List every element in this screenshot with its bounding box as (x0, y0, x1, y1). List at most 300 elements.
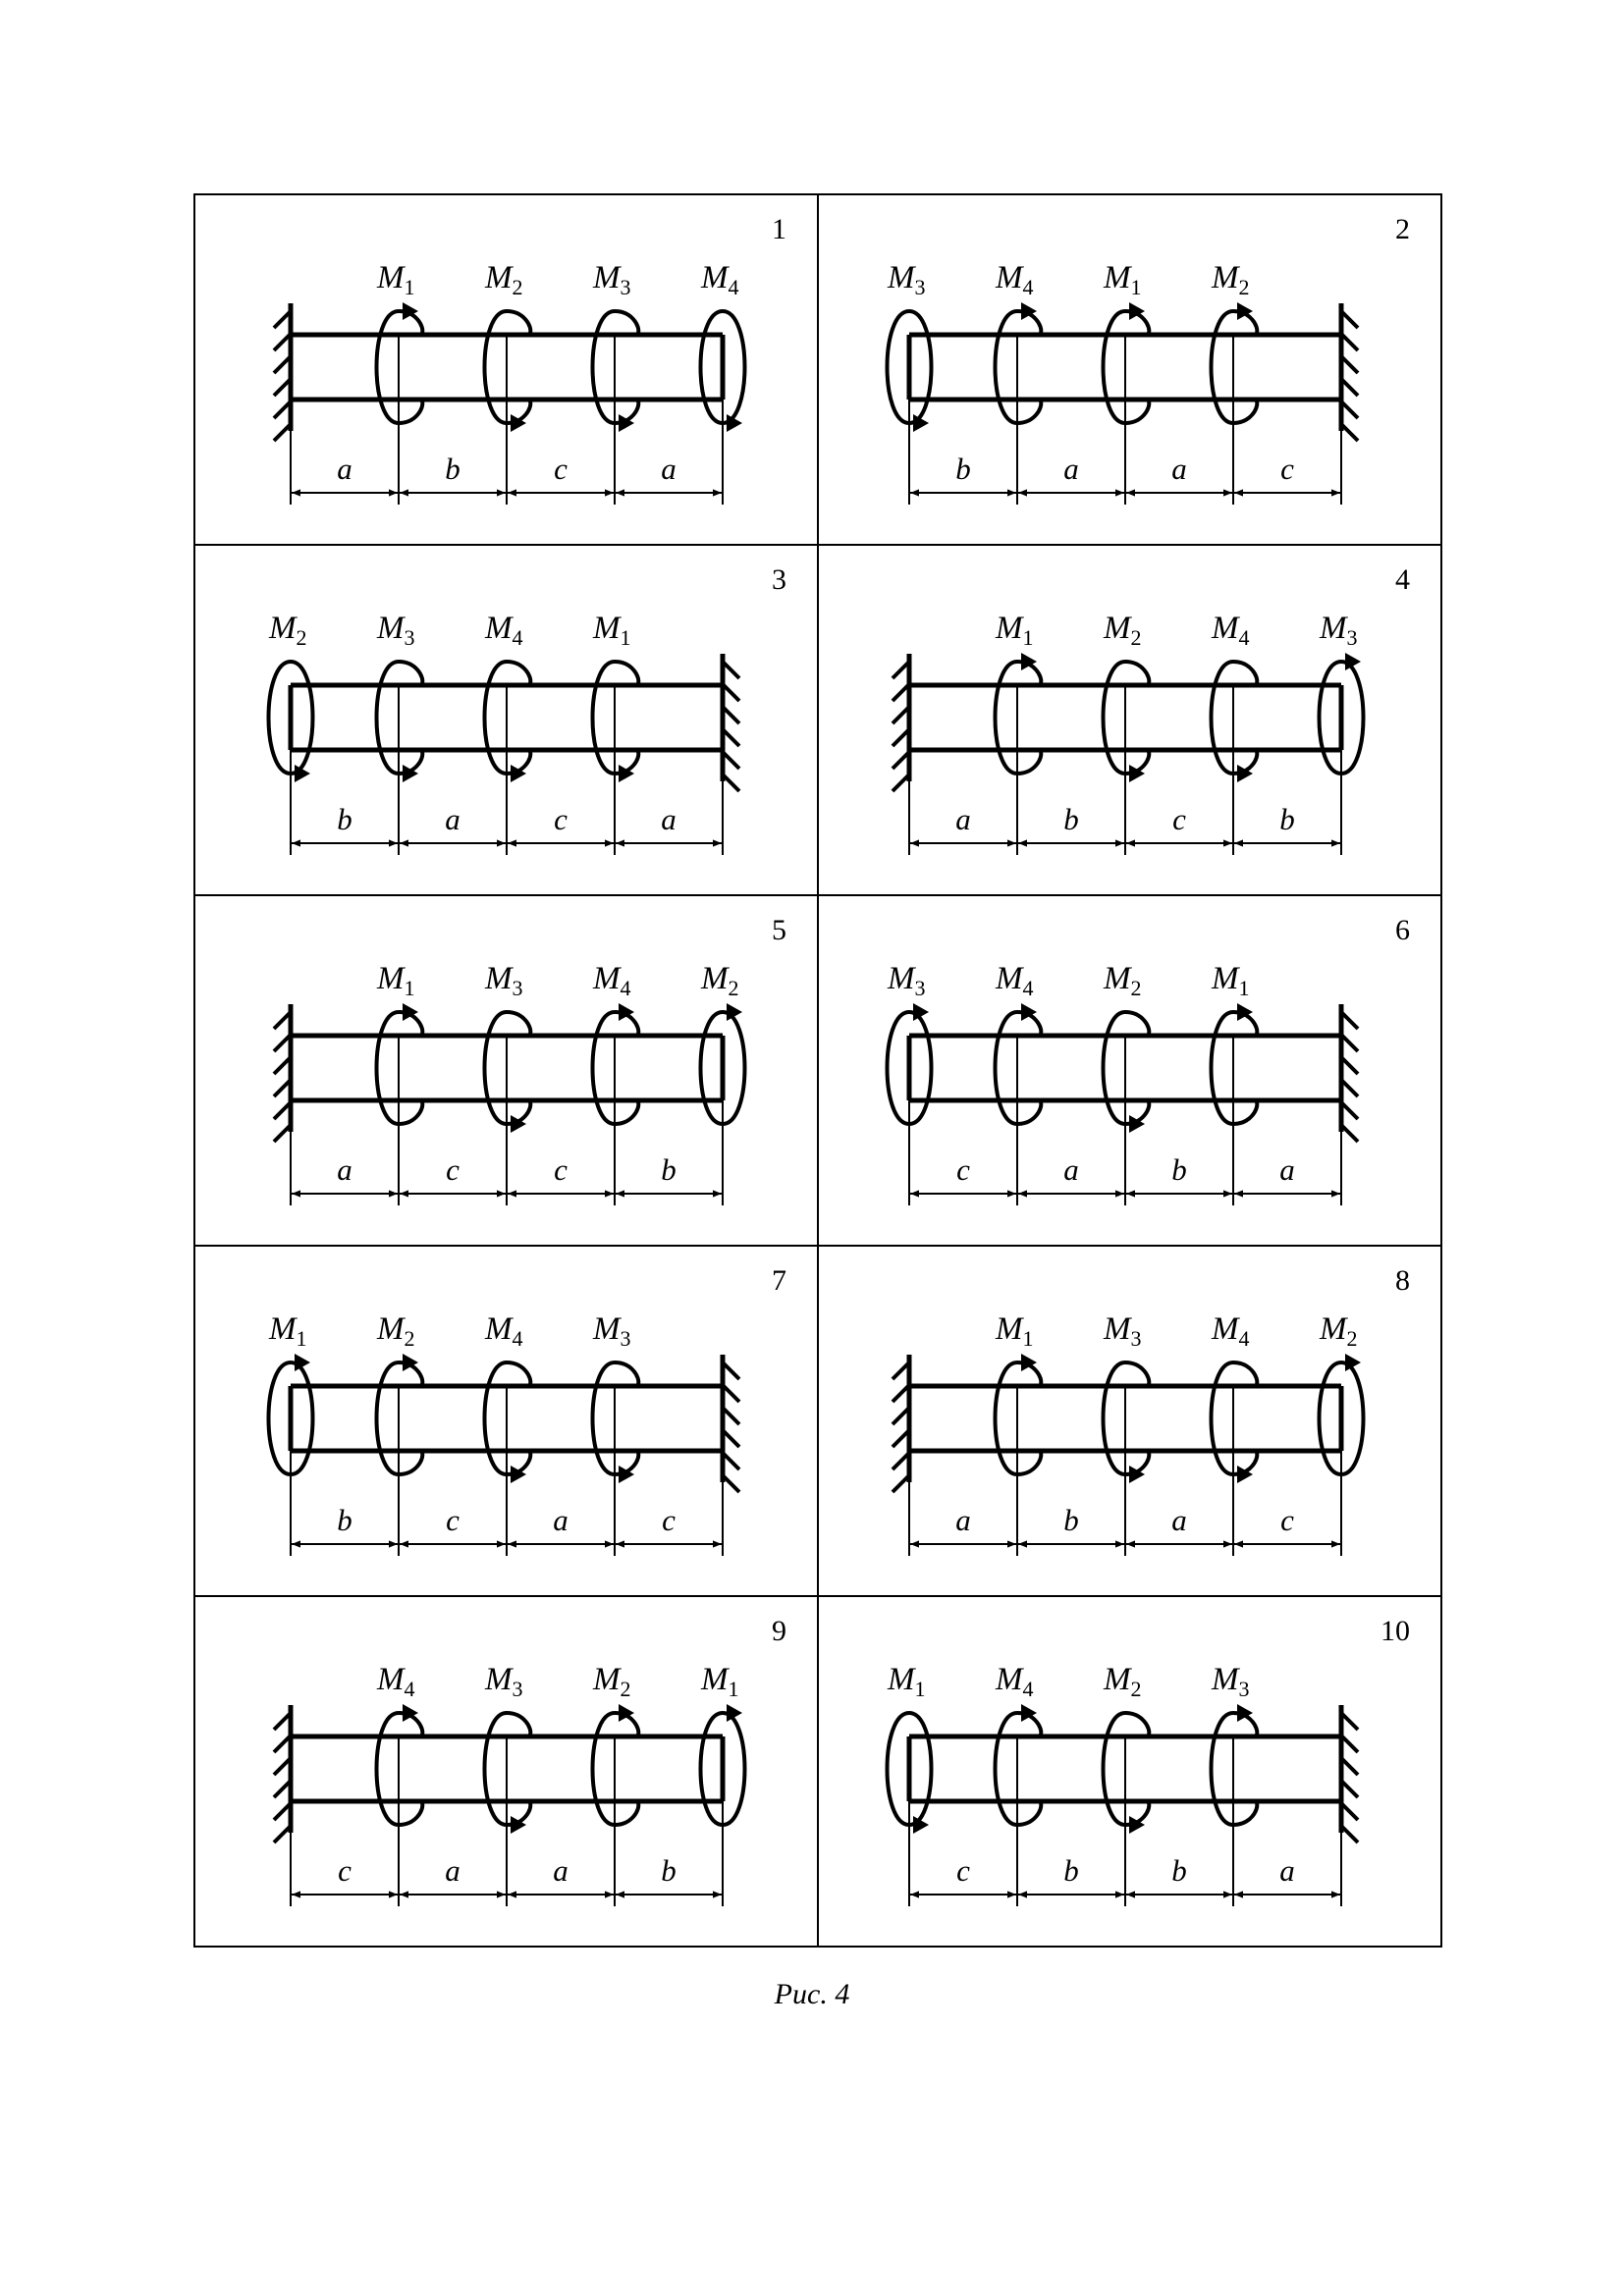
moment-subscript: 1 (1022, 625, 1034, 650)
moment-subscript: 4 (1238, 1326, 1250, 1351)
wall-hatch (1341, 356, 1358, 373)
moment-subscript: 2 (728, 976, 739, 1000)
segment-length-label: a (1063, 452, 1079, 486)
moment-arc-back (291, 1362, 313, 1474)
moment-letter: M (701, 260, 729, 295)
moment-label (887, 260, 926, 299)
wall-hatch (274, 1758, 291, 1775)
moment-subscript: 2 (296, 625, 307, 650)
wall-hatch (723, 662, 739, 678)
moment-label (700, 961, 739, 1000)
moment-arc-back-top (615, 662, 638, 683)
segment-length-label: b (337, 802, 352, 836)
moment-letter: M (377, 1662, 405, 1697)
wall-hatch (274, 1125, 291, 1142)
moment-label (1211, 260, 1250, 299)
moment-arc-front (701, 1012, 724, 1124)
moment-letter: M (1320, 611, 1347, 646)
segment-length-label: b (955, 452, 971, 486)
wall-hatch (893, 1430, 909, 1447)
segment-length-label: a (955, 802, 971, 836)
moment-label (376, 1311, 415, 1351)
wall-hatch (274, 1080, 291, 1096)
moment-arc-back-top (1125, 1362, 1149, 1384)
moment-arc-front (593, 662, 616, 774)
moment-letter: M (996, 611, 1023, 646)
moment-letter: M (888, 961, 915, 996)
moment-arc-front (888, 1012, 910, 1124)
moment-label (1319, 1311, 1358, 1351)
moment-letter: M (1104, 1311, 1131, 1347)
segment-length-label: a (955, 1503, 971, 1537)
moment-label (700, 1662, 739, 1701)
moment-arc-back-top (507, 1713, 530, 1735)
panels (268, 213, 1410, 1906)
moment-subscript: 2 (1130, 976, 1142, 1000)
wall-hatch (274, 356, 291, 373)
wall-hatch (893, 774, 909, 791)
moment-arc-back (1341, 1362, 1364, 1474)
segment-length-label: b (661, 1152, 677, 1187)
moment-arc-front (1212, 311, 1234, 423)
moment-label (887, 1662, 926, 1701)
moment-letter: M (485, 611, 513, 646)
moment-arc-front (1320, 662, 1342, 774)
wall-hatch (274, 1713, 291, 1730)
moment-arc-back (909, 1012, 932, 1124)
wall-hatch (723, 1385, 739, 1402)
moment-arc-back-bottom (1017, 752, 1041, 774)
wall-hatch (1341, 1781, 1358, 1797)
moment-subscript: 1 (404, 976, 415, 1000)
wall-hatch (893, 707, 909, 723)
moment-arc-front (377, 1012, 400, 1124)
moment-label (1319, 611, 1358, 650)
wall-hatch (723, 1453, 739, 1469)
moment-subscript: 4 (512, 625, 523, 650)
moment-arc-back-bottom (1233, 1803, 1257, 1825)
moment-arc-front (269, 662, 292, 774)
wall-hatch (893, 1408, 909, 1424)
moment-arc-front (485, 662, 508, 774)
moment-label (376, 611, 415, 650)
moment-label (995, 260, 1034, 299)
wall-hatch (274, 311, 291, 328)
moment-label (484, 961, 523, 1000)
moment-subscript: 2 (620, 1677, 631, 1701)
moment-letter: M (593, 1311, 621, 1347)
moment-letter: M (593, 611, 621, 646)
moment-letter: M (1104, 260, 1131, 295)
wall-hatch (893, 662, 909, 678)
moment-label (1211, 1662, 1250, 1701)
moment-arc-front (996, 1362, 1018, 1474)
moment-arc-back-top (507, 662, 530, 683)
moment-arc-back-top (1125, 1713, 1149, 1735)
moment-letter: M (1104, 611, 1131, 646)
moment-arc-front (1104, 662, 1126, 774)
panel-3 (268, 563, 786, 855)
segment-length-label: c (446, 1503, 460, 1537)
moment-letter: M (996, 961, 1023, 996)
moment-subscript: 2 (512, 275, 523, 299)
segment-length-label: c (956, 1853, 970, 1888)
moment-arc-back-bottom (1017, 1803, 1041, 1825)
moment-letter: M (1212, 260, 1239, 295)
moment-letter: M (377, 611, 405, 646)
segment-length-label: a (1063, 1152, 1079, 1187)
moment-arc-back (909, 311, 932, 423)
moment-arc-back-bottom (1017, 1453, 1041, 1474)
moment-arc-back-bottom (1233, 401, 1257, 423)
moment-label (995, 1662, 1034, 1701)
moment-letter: M (1104, 961, 1131, 996)
moment-arc-front (996, 311, 1018, 423)
moment-arc-front (1212, 1012, 1234, 1124)
moment-subscript: 1 (728, 1677, 739, 1701)
moment-label (484, 1662, 523, 1701)
moment-subscript: 3 (404, 625, 415, 650)
moment-arc-back-top (507, 1012, 530, 1034)
moment-arc-front (1104, 311, 1126, 423)
moment-arc-front (485, 1012, 508, 1124)
moment-letter: M (485, 1662, 513, 1697)
moment-arc-front (701, 311, 724, 423)
moment-subscript: 3 (620, 275, 631, 299)
segment-length-label: a (445, 1853, 460, 1888)
panel-2 (887, 213, 1410, 505)
wall-hatch (274, 1803, 291, 1820)
panel-4 (893, 563, 1410, 855)
segment-length-label: a (661, 452, 677, 486)
segment-length-label: a (553, 1503, 568, 1537)
panel-8 (893, 1264, 1410, 1556)
wall-hatch (723, 1408, 739, 1424)
wall-hatch (1341, 1125, 1358, 1142)
segment-length-label: a (445, 802, 460, 836)
segment-length-label: b (1171, 1152, 1187, 1187)
moment-letter: M (996, 1662, 1023, 1697)
moment-subscript: 1 (620, 625, 631, 650)
figure-caption: Рис. 4 (774, 1978, 850, 2010)
moment-letter: M (593, 1662, 621, 1697)
moment-arc-back-top (399, 662, 422, 683)
moment-letter: M (1212, 1311, 1239, 1347)
segment-length-label: a (1171, 452, 1187, 486)
moment-subscript: 3 (1238, 1677, 1250, 1701)
moment-letter: M (377, 961, 405, 996)
moment-label (995, 1311, 1034, 1351)
moment-label (268, 611, 307, 650)
moment-arc-back-top (615, 311, 638, 333)
segment-length-label: a (1171, 1503, 1187, 1537)
moment-label (700, 260, 739, 299)
moment-arc-front (377, 662, 400, 774)
moment-arc-back-bottom (1233, 1102, 1257, 1124)
segment-length-label: a (1279, 1152, 1295, 1187)
moment-arc-back-bottom (615, 1102, 638, 1124)
wall-hatch (274, 401, 291, 418)
moment-arc-front (377, 311, 400, 423)
segment-length-label: a (337, 452, 352, 486)
moment-arc-back (723, 1713, 745, 1825)
moment-letter: M (593, 961, 621, 996)
wall-hatch (1341, 1735, 1358, 1752)
moment-subscript: 3 (914, 275, 926, 299)
moment-arc-front (485, 1362, 508, 1474)
wall-hatch (274, 1102, 291, 1119)
wall-hatch (274, 379, 291, 396)
panel-6 (887, 914, 1410, 1205)
moment-label (1103, 961, 1142, 1000)
moment-subscript: 4 (1022, 275, 1034, 299)
moment-arc-back-top (1233, 662, 1257, 683)
panel-number: 4 (1395, 563, 1410, 596)
moment-arc-front (593, 1713, 616, 1825)
moment-letter: M (485, 260, 513, 295)
moment-label (592, 961, 631, 1000)
moment-letter: M (1212, 961, 1239, 996)
moment-label (592, 1311, 631, 1351)
moment-arc-front (1104, 1362, 1126, 1474)
wall-hatch (1341, 1758, 1358, 1775)
moment-arc-back (723, 311, 745, 423)
moment-letter: M (1320, 1311, 1347, 1347)
moment-letter: M (1104, 1662, 1131, 1697)
segment-length-label: b (445, 452, 460, 486)
moment-arc-front (1320, 1362, 1342, 1474)
moment-label (1103, 1311, 1142, 1351)
moment-subscript: 4 (404, 1677, 415, 1701)
moment-letter: M (377, 1311, 405, 1347)
moment-arc-front (1212, 1362, 1234, 1474)
moment-letter: M (888, 260, 915, 295)
moment-subscript: 4 (1238, 625, 1250, 650)
segment-length-label: c (554, 802, 568, 836)
moment-label (376, 961, 415, 1000)
segment-length-label: c (554, 452, 568, 486)
moment-label (1103, 611, 1142, 650)
moment-subscript: 3 (914, 976, 926, 1000)
moment-arc-back-bottom (1017, 401, 1041, 423)
segment-length-label: c (554, 1152, 568, 1187)
moment-subscript: 3 (512, 976, 523, 1000)
moment-arc-front (593, 1362, 616, 1474)
wall-hatch (893, 729, 909, 746)
segment-length-label: b (1063, 1853, 1079, 1888)
wall-hatch (274, 1735, 291, 1752)
moment-arc-back-bottom (1017, 1102, 1041, 1124)
wall-hatch (893, 1475, 909, 1492)
moment-arc-back (909, 1713, 932, 1825)
moment-label (484, 1311, 523, 1351)
moment-subscript: 1 (404, 275, 415, 299)
moment-subscript: 1 (296, 1326, 307, 1351)
moment-label (268, 1311, 307, 1351)
wall-hatch (274, 1035, 291, 1051)
wall-hatch (723, 774, 739, 791)
moment-letter: M (996, 260, 1023, 295)
moment-subscript: 2 (1346, 1326, 1358, 1351)
moment-arc-back-bottom (399, 1453, 422, 1474)
wall-hatch (723, 729, 739, 746)
segment-length-label: b (661, 1853, 677, 1888)
moment-label (1103, 1662, 1142, 1701)
panel-number: 1 (772, 213, 786, 245)
moment-arc-front (888, 1713, 910, 1825)
wall-hatch (1341, 311, 1358, 328)
moment-letter: M (377, 260, 405, 295)
wall-hatch (274, 1057, 291, 1074)
moment-arc-back-top (1233, 1362, 1257, 1384)
wall-hatch (274, 424, 291, 441)
moment-subscript: 2 (1130, 1677, 1142, 1701)
panel-number: 7 (772, 1264, 786, 1297)
moment-arc-back-bottom (615, 1803, 638, 1825)
moment-label (1211, 961, 1250, 1000)
moment-arc-front (996, 1012, 1018, 1124)
moment-label (484, 260, 523, 299)
wall-hatch (1341, 1826, 1358, 1842)
moment-label (995, 961, 1034, 1000)
wall-hatch (1341, 1803, 1358, 1820)
panel-number: 2 (1395, 213, 1410, 245)
wall-hatch (893, 1453, 909, 1469)
moment-arc-back-top (1125, 662, 1149, 683)
wall-hatch (723, 1430, 739, 1447)
moment-arc-front (269, 1362, 292, 1474)
segment-length-label: c (1280, 452, 1294, 486)
wall-hatch (1341, 1102, 1358, 1119)
moment-arc-front (1104, 1713, 1126, 1825)
moment-label (1211, 611, 1250, 650)
segment-length-label: b (1063, 802, 1079, 836)
moment-letter: M (888, 1662, 915, 1697)
wall-hatch (893, 752, 909, 769)
moment-subscript: 1 (1130, 275, 1142, 299)
moment-arc-back (1341, 662, 1364, 774)
segment-length-label: c (1280, 1503, 1294, 1537)
segment-length-label: c (338, 1853, 352, 1888)
moment-letter: M (701, 1662, 729, 1697)
moment-label (1211, 1311, 1250, 1351)
moment-subscript: 3 (1130, 1326, 1142, 1351)
panel-number: 3 (772, 563, 786, 596)
wall-hatch (893, 684, 909, 701)
moment-arc-back-top (507, 311, 530, 333)
moment-subscript: 4 (1022, 976, 1034, 1000)
moment-label (887, 961, 926, 1000)
moment-arc-back-bottom (399, 401, 422, 423)
segment-length-label: b (337, 1503, 352, 1537)
wall-hatch (1341, 334, 1358, 350)
moment-subscript: 3 (620, 1326, 631, 1351)
wall-hatch (1341, 1057, 1358, 1074)
moment-label (592, 260, 631, 299)
moment-arc-front (888, 311, 910, 423)
moment-label (376, 1662, 415, 1701)
moment-subscript: 4 (512, 1326, 523, 1351)
wall-hatch (274, 1012, 291, 1029)
moment-arc-back-bottom (399, 1803, 422, 1825)
panel-number: 5 (772, 914, 786, 946)
segment-length-label: a (1279, 1853, 1295, 1888)
moment-subscript: 4 (620, 976, 631, 1000)
segment-length-label: a (661, 802, 677, 836)
panel-1 (274, 213, 786, 505)
moment-arc-front (485, 311, 508, 423)
segment-length-label: c (662, 1503, 676, 1537)
moment-arc-back-top (1125, 1012, 1149, 1034)
wall-hatch (1341, 1713, 1358, 1730)
panel-number: 10 (1380, 1615, 1410, 1647)
wall-hatch (893, 1362, 909, 1379)
moment-letter: M (269, 611, 297, 646)
moment-arc-front (485, 1713, 508, 1825)
panel-number: 9 (772, 1615, 786, 1647)
moment-arc-back-top (615, 1362, 638, 1384)
panel-10 (887, 1615, 1410, 1906)
moment-subscript: 2 (1238, 275, 1250, 299)
segment-length-label: c (1172, 802, 1186, 836)
moment-label (1103, 260, 1142, 299)
moment-label (592, 1662, 631, 1701)
panel-9 (274, 1615, 786, 1906)
moment-letter: M (485, 961, 513, 996)
moment-arc-back-bottom (1125, 401, 1149, 423)
moment-subscript: 3 (1346, 625, 1358, 650)
moment-subscript: 3 (512, 1677, 523, 1701)
moment-label (592, 611, 631, 650)
moment-letter: M (996, 1311, 1023, 1347)
moment-arc-front (1212, 662, 1234, 774)
wall-hatch (723, 684, 739, 701)
moment-letter: M (701, 961, 729, 996)
moment-letter: M (269, 1311, 297, 1347)
moment-letter: M (485, 1311, 513, 1347)
wall-hatch (1341, 401, 1358, 418)
moment-label (995, 611, 1034, 650)
moment-arc-front (701, 1713, 724, 1825)
wall-hatch (1341, 1080, 1358, 1096)
wall-hatch (723, 752, 739, 769)
wall-hatch (1341, 424, 1358, 441)
moment-label (484, 611, 523, 650)
moment-arc-back-bottom (399, 1102, 422, 1124)
segment-length-label: a (553, 1853, 568, 1888)
moment-letter: M (1212, 1662, 1239, 1697)
moment-arc-front (593, 1012, 616, 1124)
wall-hatch (723, 707, 739, 723)
wall-hatch (723, 1362, 739, 1379)
wall-hatch (274, 334, 291, 350)
wall-hatch (1341, 379, 1358, 396)
segment-length-label: b (1171, 1853, 1187, 1888)
segment-length-label: b (1063, 1503, 1079, 1537)
moment-subscript: 4 (728, 275, 739, 299)
moment-arc-front (996, 662, 1018, 774)
moment-arc-front (377, 1362, 400, 1474)
wall-hatch (893, 1385, 909, 1402)
segment-length-label: c (446, 1152, 460, 1187)
moment-subscript: 2 (404, 1326, 415, 1351)
moment-subscript: 1 (914, 1677, 926, 1701)
panel-7 (268, 1264, 786, 1556)
wall-hatch (1341, 1012, 1358, 1029)
panel-5 (274, 914, 786, 1205)
moment-letter: M (1212, 611, 1239, 646)
segment-length-label: b (1279, 802, 1295, 836)
